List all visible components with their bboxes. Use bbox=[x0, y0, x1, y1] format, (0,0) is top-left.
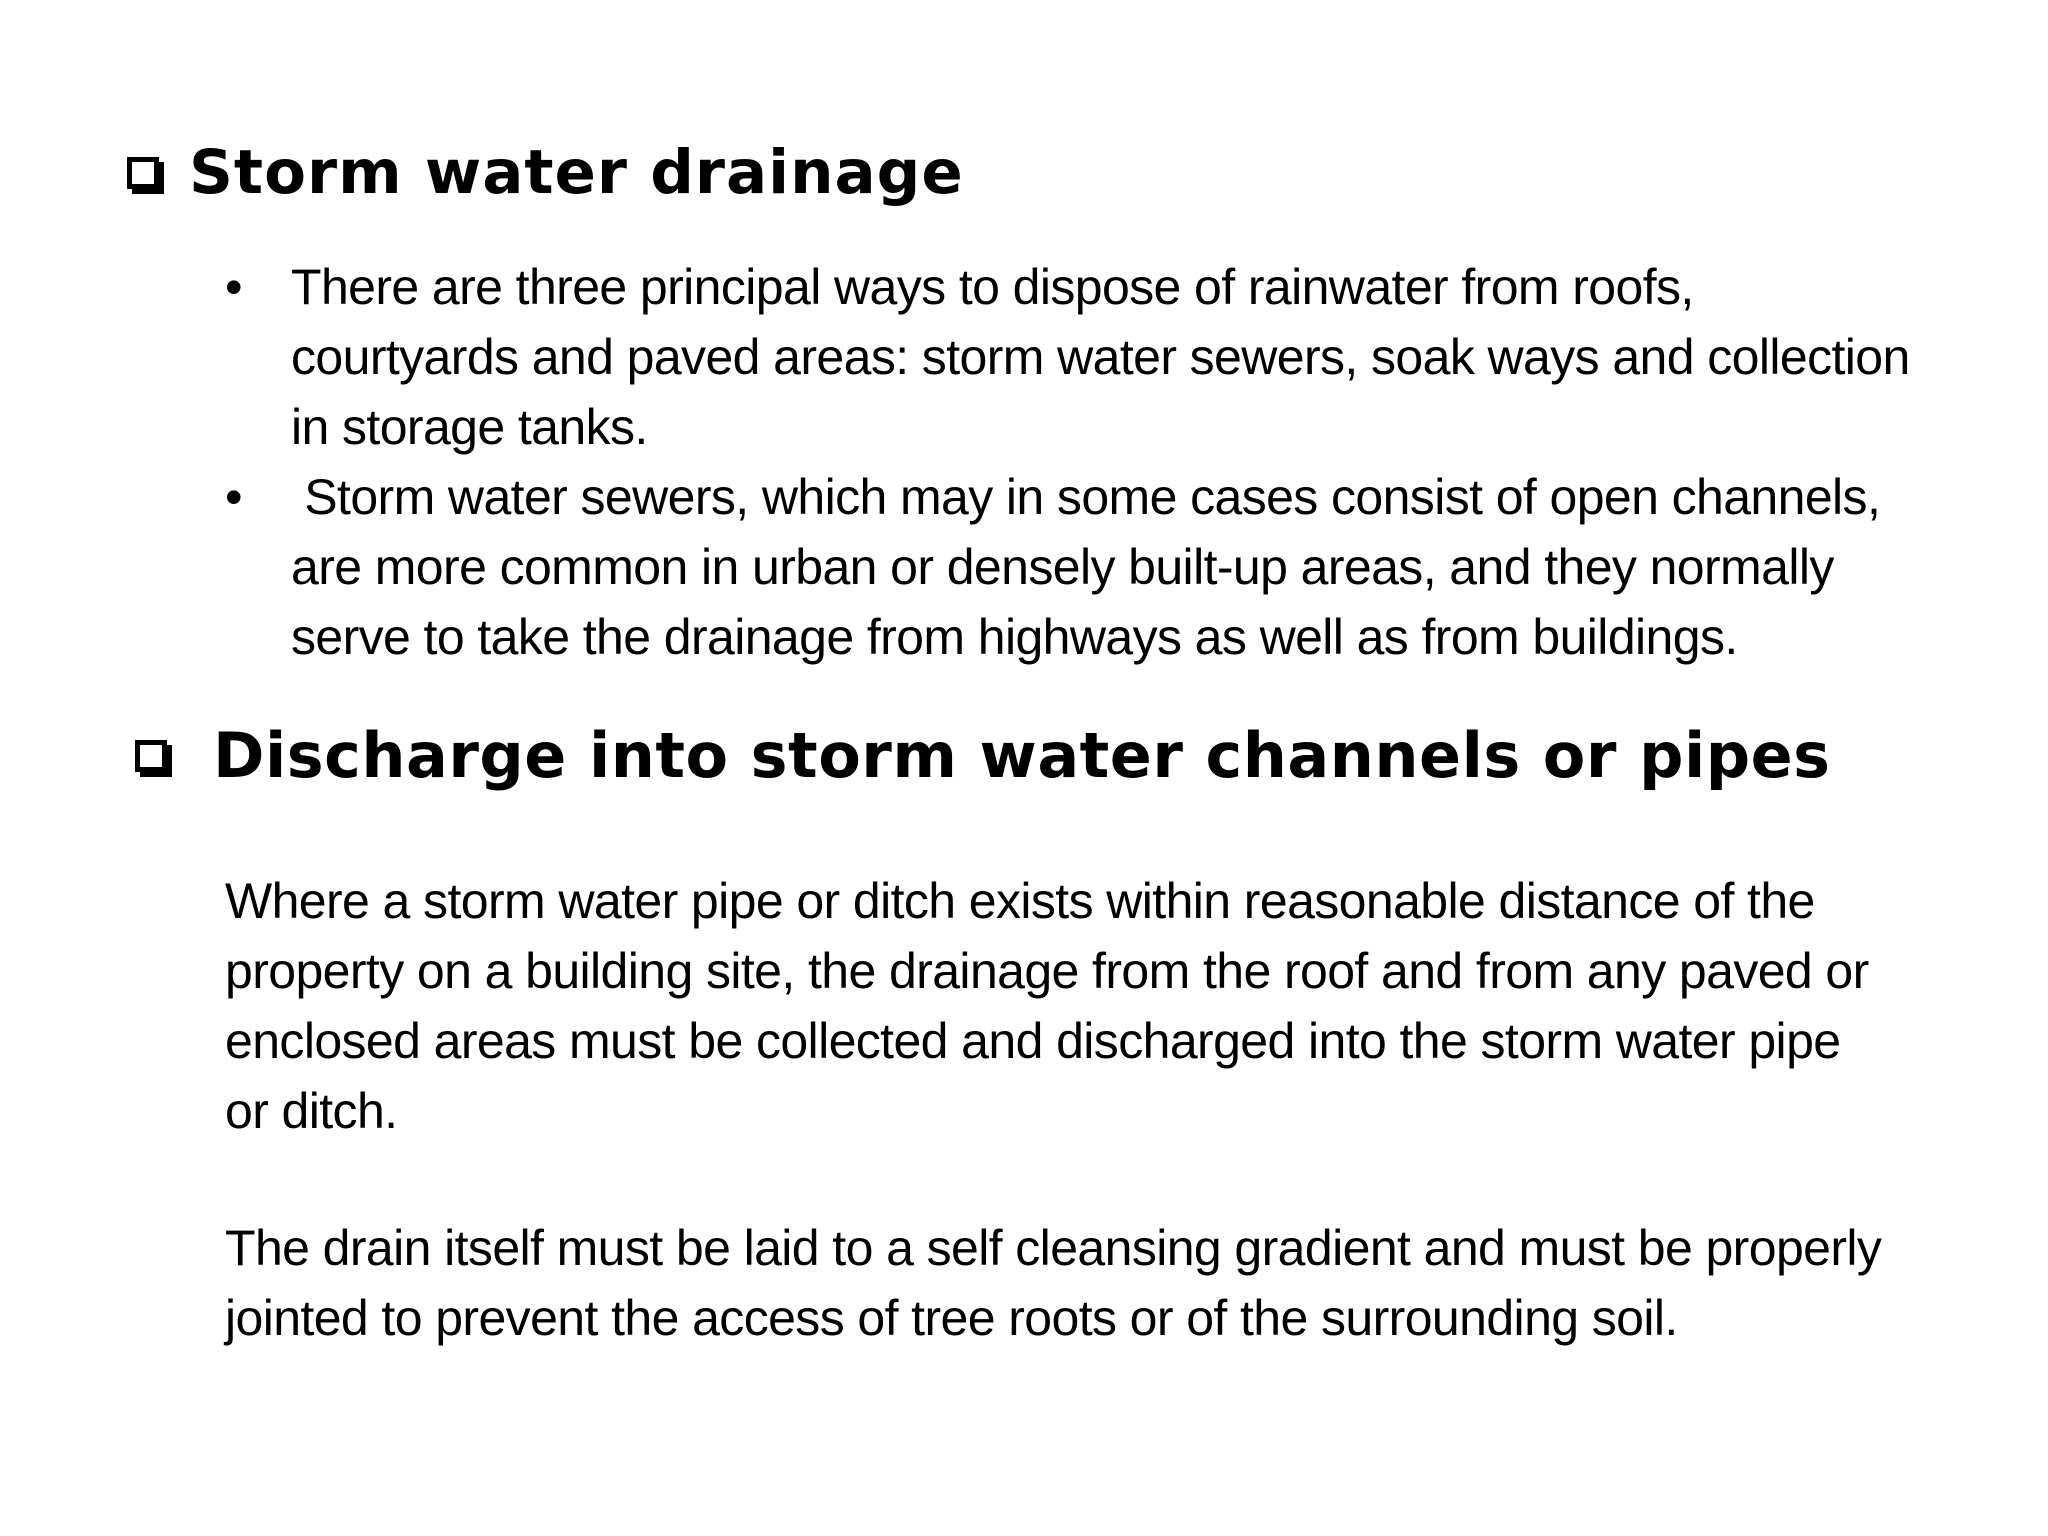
bullet-text-line: There are three principal ways to dispose of rainwater from roofs, bbox=[291, 259, 1694, 315]
heading-text: Discharge into storm water channels or pipes bbox=[213, 719, 1831, 792]
paragraph-line: Where a storm water pipe or ditch exists within reasonable distance of the bbox=[225, 873, 1815, 929]
bullet-dot-icon: • bbox=[225, 469, 242, 525]
paragraph-line: property on a building site, the drainage from the roof and from any paved or bbox=[225, 943, 1869, 999]
bullet-dot-icon: • bbox=[225, 259, 242, 315]
paragraph-line: The drain itself must be laid to a self cleansing gradient and must be properly bbox=[225, 1220, 1882, 1276]
section-heading-discharge bbox=[135, 719, 1831, 792]
list-item bbox=[225, 462, 1925, 672]
checkbox-bullet-icon bbox=[127, 157, 159, 189]
heading-text: Storm water drainage bbox=[189, 137, 964, 208]
paragraph-line: or ditch. bbox=[225, 1083, 398, 1139]
paragraph-line: jointed to prevent the access of tree roots or of the surrounding soil. bbox=[225, 1290, 1678, 1346]
bullet-text-line: serve to take the drainage from highways as well as from buildings. bbox=[291, 609, 1738, 665]
paragraph bbox=[225, 1213, 1905, 1353]
paragraph bbox=[225, 866, 1905, 1146]
bullet-text-line: are more common in urban or densely built-up areas, and they normally bbox=[291, 539, 1834, 595]
bullet-text-line: courtyards and paved areas: storm water sewers, soak ways and collection bbox=[291, 329, 1910, 385]
bullet-list bbox=[225, 252, 1925, 672]
paragraph-line: enclosed areas must be collected and discharged into the storm water pipe bbox=[225, 1013, 1841, 1069]
list-item bbox=[225, 252, 1925, 462]
checkbox-bullet-icon bbox=[135, 740, 167, 772]
bullet-text-line: Storm water sewers, which may in some cases consist of open channels, bbox=[291, 469, 1881, 525]
section-heading-storm-water-drainage bbox=[127, 137, 964, 208]
bullet-text-line: in storage tanks. bbox=[291, 399, 648, 455]
